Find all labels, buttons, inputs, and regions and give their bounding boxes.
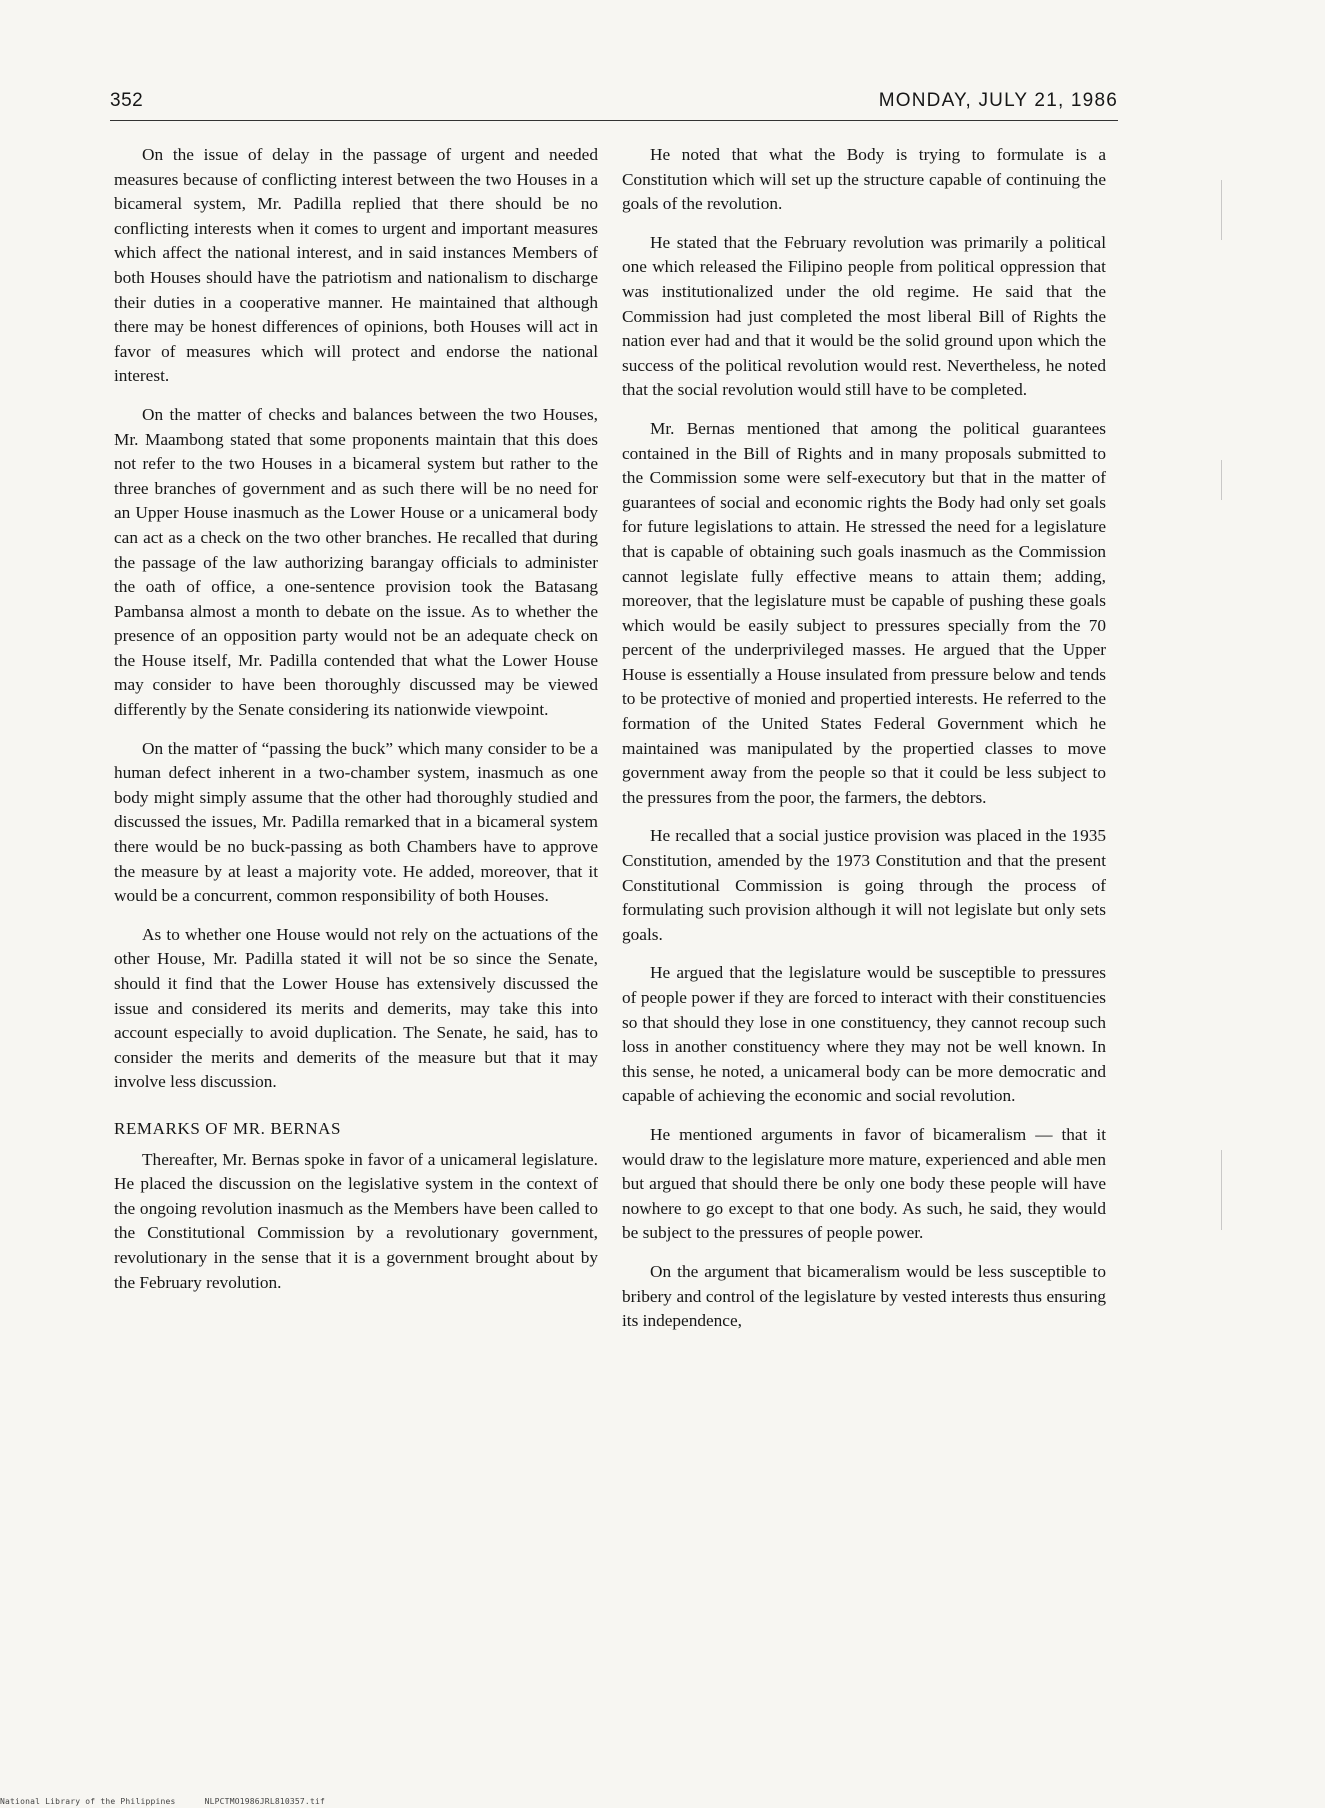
library-credit: National Library of the Philippines [0,1797,176,1806]
page-number: 352 [110,90,144,111]
page-header [110,80,1118,121]
scan-footer [0,1797,1325,1806]
paragraph: On the issue of delay in the passage of urgent and needed measures because of conflicting interest between the two Houses in a bicameral system, Mr. Padilla replied that there should be no conflicting interests when it comes to urgent and important measures which affect the national interest, and in said instances Members of both Houses should have the patriotism and nationalism to discharge their duties in a cooperative manner. He maintained that although there may be honest differences of opinions, both Houses will act in favor of measures which will protect and endorse the national interest. [114,145,598,386]
paragraph: He stated that the February revolution was primarily a political one which released the Filipino people from political oppression that was institutionalized under the old regime. He said that the Commission had just completed the most liberal Bill of Rights the nation ever had and that it would be the solid ground upon which the success of the political revolution would rest. Nevertheless, he noted that the social revolution would still have to be completed. [622,232,1106,400]
paragraph: Thereafter, Mr. Bernas spoke in favor of a unicameral legislature. He placed the discussion on the legislative system in the context of the ongoing revolution inasmuch as the Members have been called to the Constitutional Commission by a revolutionary government, revolutionary in the sense that it is a government brought about by the February revolution. [114,1149,598,1292]
paragraph: Mr. Bernas mentioned that among the political guarantees contained in the Bill of Rights and in many proposals submitted to the Commission some were self-executory but that in the matter of guarantees of social and economic rights the Body had only set goals for future legislations to attain. He stressed the need for a legislature that is capable of obtaining such goals inasmuch as the Commission cannot legislate fully effective means to attain them; adding, moreover, that the legislature must be capable of pushing these goals which would be easily subject to pressures specially from the 70 percent of the underprivileged masses. He argued that the Upper House is essentially a House insulated from pressure below and tends to be protective of monied and propertied interests. He referred to the formation of the United States Federal Government which he maintained was manipulated by the propertied classes to move government away from the people so that it could be less subject to the pressures from the poor, the farmers, the debtors. [622,418,1106,807]
scan-edge-mark [1221,180,1222,240]
paragraph: On the argument that bicameralism would be less susceptible to bribery and control of the legislature by vested interests thus ensuring its independence, [622,1261,1106,1331]
paragraph: He mentioned arguments in favor of bicameralism — that it would draw to the legislature more mature, experienced and able men but argued that should there be only one body these people will have nowhere to go except to that one body. As such, he said, they would be subject to the pressures of people power. [622,1124,1106,1243]
paragraph: He recalled that a social justice provision was placed in the 1935 Constitution, amended by the 1973 Constitution and that the present Constitutional Commission is going through the process of formulating such provision although it will not legislate but only sets goals. [622,826,1106,944]
right-column [622,143,1106,1348]
scan-edge-mark [1221,1150,1222,1230]
section-heading: REMARKS OF MR. BERNAS [114,1118,342,1138]
paragraph: He argued that the legislature would be susceptible to pressures of people power if they are forced to interact with their constituencies so that should they lose in one constituency, they cannot recoup such loss in another constituency where they may not be well known. In this sense, he noted, a unicameral body can be more democratic and capable of achieving the economic and social revolution. [622,963,1106,1106]
paragraph: As to whether one House would not rely on the actuations of the other House, Mr. Padilla stated it will not be so since the Senate, should it find that the Lower House has extensively discussed the issue and considered its merits and demerits, may take this into account especially to avoid duplication. The Senate, he said, has to consider the merits and demerits of the measure but that it may involve less discussion. [114,924,598,1092]
left-column [114,143,598,1309]
scan-filename: NLPCTMO1986JRL810357.tif [204,1797,326,1806]
scan-edge-mark [1221,460,1222,500]
paragraph: On the matter of checks and balances between the two Houses, Mr. Maambong stated that some proponents maintain that this does not refer to the two Houses in a bicameral system but rather to the three branches of government and as such there will be no need for an Upper House inasmuch as the Lower House or a unicameral body can act as a check on the two other branches. He recalled that during the passage of the law authorizing barangay officials to administer the oath of office, a one-sentence provision took the Batasang Pambansa almost a month to debate on the issue. As to whether the presence of an opposition party would not be an adequate check on the House itself, Mr. Padilla contended that what the Lower House may consider to have been thoroughly discussed may be viewed differently by the Senate considering its nationwide viewpoint. [114,404,598,720]
paragraph: He noted that what the Body is trying to formulate is a Constitution which will set up the structure capable of continuing the goals of the revolution. [622,145,1106,214]
paragraph: On the matter of “passing the buck” which many consider to be a human defect inherent in a two-chamber system, inasmuch as one body might simply assume that the other had thoroughly studied and discussed the issues, Mr. Padilla remarked that in a bicameral system there would be no buck-passing as both Chambers have to approve the measure by at least a majority vote. He added, moreover, that it would be a concurrent, common responsibility of both Houses. [114,738,598,906]
session-date: MONDAY, JULY 21, 1986 [878,90,1118,111]
